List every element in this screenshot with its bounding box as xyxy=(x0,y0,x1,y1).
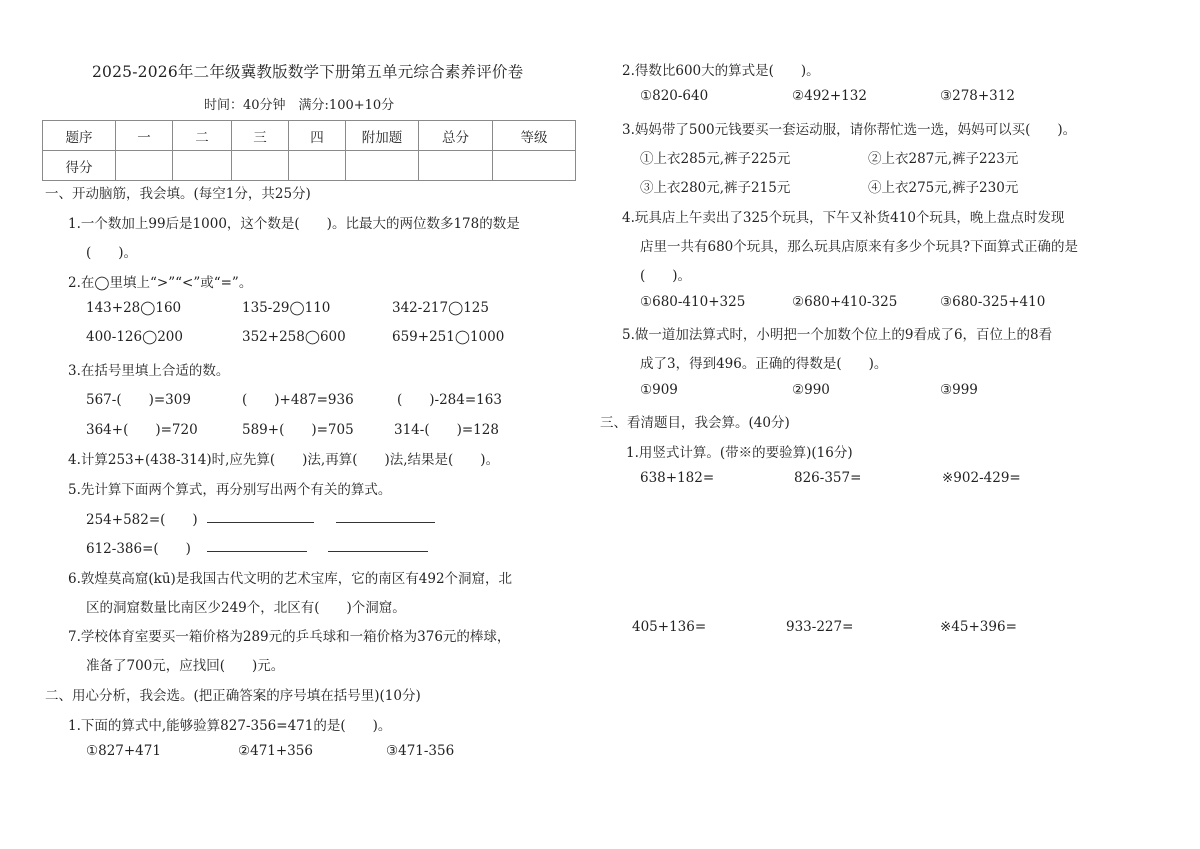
score-table-header: 等级 xyxy=(493,121,576,151)
s2-q4-line1: 4.玩具店上午卖出了325个玩具，下午又补货410个玩具，晚上盘点时发现 xyxy=(622,210,1065,226)
s2-q4-line3: ( )。 xyxy=(640,268,692,284)
score-table-header: 三 xyxy=(232,121,289,151)
score-table-header-row xyxy=(43,121,576,151)
s2-q1-option: ③471-356 xyxy=(386,743,455,759)
s1-q6-line1: 6.敦煌莫高窟(kū)是我国古代文明的艺术宝库，它的南区有492个洞窟，北 xyxy=(68,571,513,587)
answer-line[interactable] xyxy=(207,551,307,552)
s1-q5-item: 612-386=( ) xyxy=(86,541,191,557)
score-cell[interactable] xyxy=(493,151,576,181)
s2-q5-option: ①909 xyxy=(640,382,678,398)
s2-q1-option: ②471+356 xyxy=(238,743,313,759)
answer-line[interactable] xyxy=(328,551,428,552)
s3-calc-item: 638+182= xyxy=(640,470,715,486)
s2-q1-option: ①827+471 xyxy=(86,743,161,759)
s1-q7-line1: 7.学校体育室要买一箱价格为289元的乒乓球和一箱价格为376元的棒球， xyxy=(68,629,511,645)
s2-q4-option: ①680-410+325 xyxy=(640,294,746,310)
s1-q5-item: 254+582=( ) xyxy=(86,512,198,528)
section-3-heading: 三、看清题目，我会算。(40分) xyxy=(600,415,790,431)
score-table-header: 一 xyxy=(116,121,173,151)
s2-q4-option: ②680+410-325 xyxy=(792,294,898,310)
s3-calc-item: 405+136= xyxy=(632,619,707,635)
s1-q2-title: 2.在◯里填上“>”“<”或“=”。 xyxy=(68,275,253,291)
exam-subtitle: 时间：40分钟 满分:100+10分 xyxy=(204,98,395,113)
score-table-score-row xyxy=(43,151,576,181)
s2-q4-option: ③680-325+410 xyxy=(940,294,1046,310)
s1-q2-item: 352+258◯600 xyxy=(242,329,346,345)
s2-q3-option: ①上衣285元,裤子225元 xyxy=(640,151,791,167)
s2-q5-option: ②990 xyxy=(792,382,830,398)
score-table-header: 四 xyxy=(289,121,346,151)
s1-q4: 4.计算253+(438-314)时,应先算( )法,再算( )法,结果是( )。 xyxy=(68,452,500,468)
s1-q3-item: 314-( )=128 xyxy=(394,422,499,438)
s1-q3-item: 589+( )=705 xyxy=(242,422,354,438)
s1-q3-title: 3.在括号里填上合适的数。 xyxy=(68,363,230,379)
s1-q3-item: ( )+487=936 xyxy=(242,392,354,408)
score-table-header: 附加题 xyxy=(346,121,419,151)
s2-q2-option: ①820-640 xyxy=(640,88,709,104)
section-2-heading: 二、用心分析，我会选。(把正确答案的序号填在括号里)(10分) xyxy=(45,688,421,704)
s3-calc-item: 933-227= xyxy=(786,619,854,635)
s3-calc-item: ※902-429= xyxy=(942,470,1021,486)
s3-q1: 1.用竖式计算。(带※的要验算)(16分) xyxy=(626,445,853,461)
s1-q2-item: 400-126◯200 xyxy=(86,329,183,345)
score-cell[interactable] xyxy=(173,151,232,181)
s1-q3-item: ( )-284=163 xyxy=(397,392,502,408)
s2-q1: 1.下面的算式中,能够验算827-356=471的是( )。 xyxy=(68,718,392,734)
section-1-heading: 一、开动脑筋，我会填。(每空1分，共25分) xyxy=(45,186,311,202)
s3-calc-item: ※45+396= xyxy=(940,619,1017,635)
score-table-header: 题序 xyxy=(43,121,116,151)
s1-q1-line1: 1.一个数加上99后是1000，这个数是( )。比最大的两位数多178的数是 xyxy=(68,216,520,232)
s1-q2-item: 342-217◯125 xyxy=(392,300,489,316)
score-table xyxy=(42,120,576,181)
s1-q3-item: 364+( )=720 xyxy=(86,422,198,438)
score-cell[interactable] xyxy=(419,151,493,181)
s2-q2-option: ③278+312 xyxy=(940,88,1015,104)
s2-q3-option: ②上衣287元,裤子223元 xyxy=(868,151,1019,167)
answer-line[interactable] xyxy=(336,522,435,523)
s1-q6-line2: 区的洞窟数量比南区少249个，北区有( )个洞窟。 xyxy=(86,600,406,616)
answer-line[interactable] xyxy=(207,522,314,523)
s2-q5-line2: 成了3，得到496。正确的得数是( )。 xyxy=(640,356,888,372)
score-row-label: 得分 xyxy=(43,151,116,181)
s2-q3-option: ④上衣275元,裤子230元 xyxy=(868,180,1019,196)
s1-q2-item: 143+28◯160 xyxy=(86,300,182,316)
s2-q4-line2: 店里一共有680个玩具，那么玩具店原来有多少个玩具?下面算式正确的是 xyxy=(640,239,1079,255)
s1-q2-item: 659+251◯1000 xyxy=(392,329,505,345)
exam-title: 2025-2026年二年级冀教版数学下册第五单元综合素养评价卷 xyxy=(92,63,524,81)
s2-q5-line1: 5.做一道加法算式时，小明把一个加数个位上的9看成了6，百位上的8看 xyxy=(622,327,1053,343)
score-cell[interactable] xyxy=(116,151,173,181)
score-table-header: 二 xyxy=(173,121,232,151)
s2-q5-option: ③999 xyxy=(940,382,978,398)
s2-q3: 3.妈妈带了500元钱要买一套运动服，请你帮忙选一选，妈妈可以买( )。 xyxy=(622,122,1077,138)
s1-q3-item: 567-( )=309 xyxy=(86,392,191,408)
s2-q2-option: ②492+132 xyxy=(792,88,867,104)
s2-q3-option: ③上衣280元,裤子215元 xyxy=(640,180,791,196)
s1-q7-line2: 准备了700元，应找回( )元。 xyxy=(86,658,285,674)
score-cell[interactable] xyxy=(346,151,419,181)
score-cell[interactable] xyxy=(289,151,346,181)
s1-q1-line2: ( )。 xyxy=(86,245,138,261)
s1-q2-item: 135-29◯110 xyxy=(242,300,331,316)
score-cell[interactable] xyxy=(232,151,289,181)
score-table-header: 总分 xyxy=(419,121,493,151)
s2-q2: 2.得数比600大的算式是( )。 xyxy=(622,63,820,79)
s3-calc-item: 826-357= xyxy=(794,470,862,486)
s1-q5-title: 5.先计算下面两个算式，再分别写出两个有关的算式。 xyxy=(68,482,392,498)
